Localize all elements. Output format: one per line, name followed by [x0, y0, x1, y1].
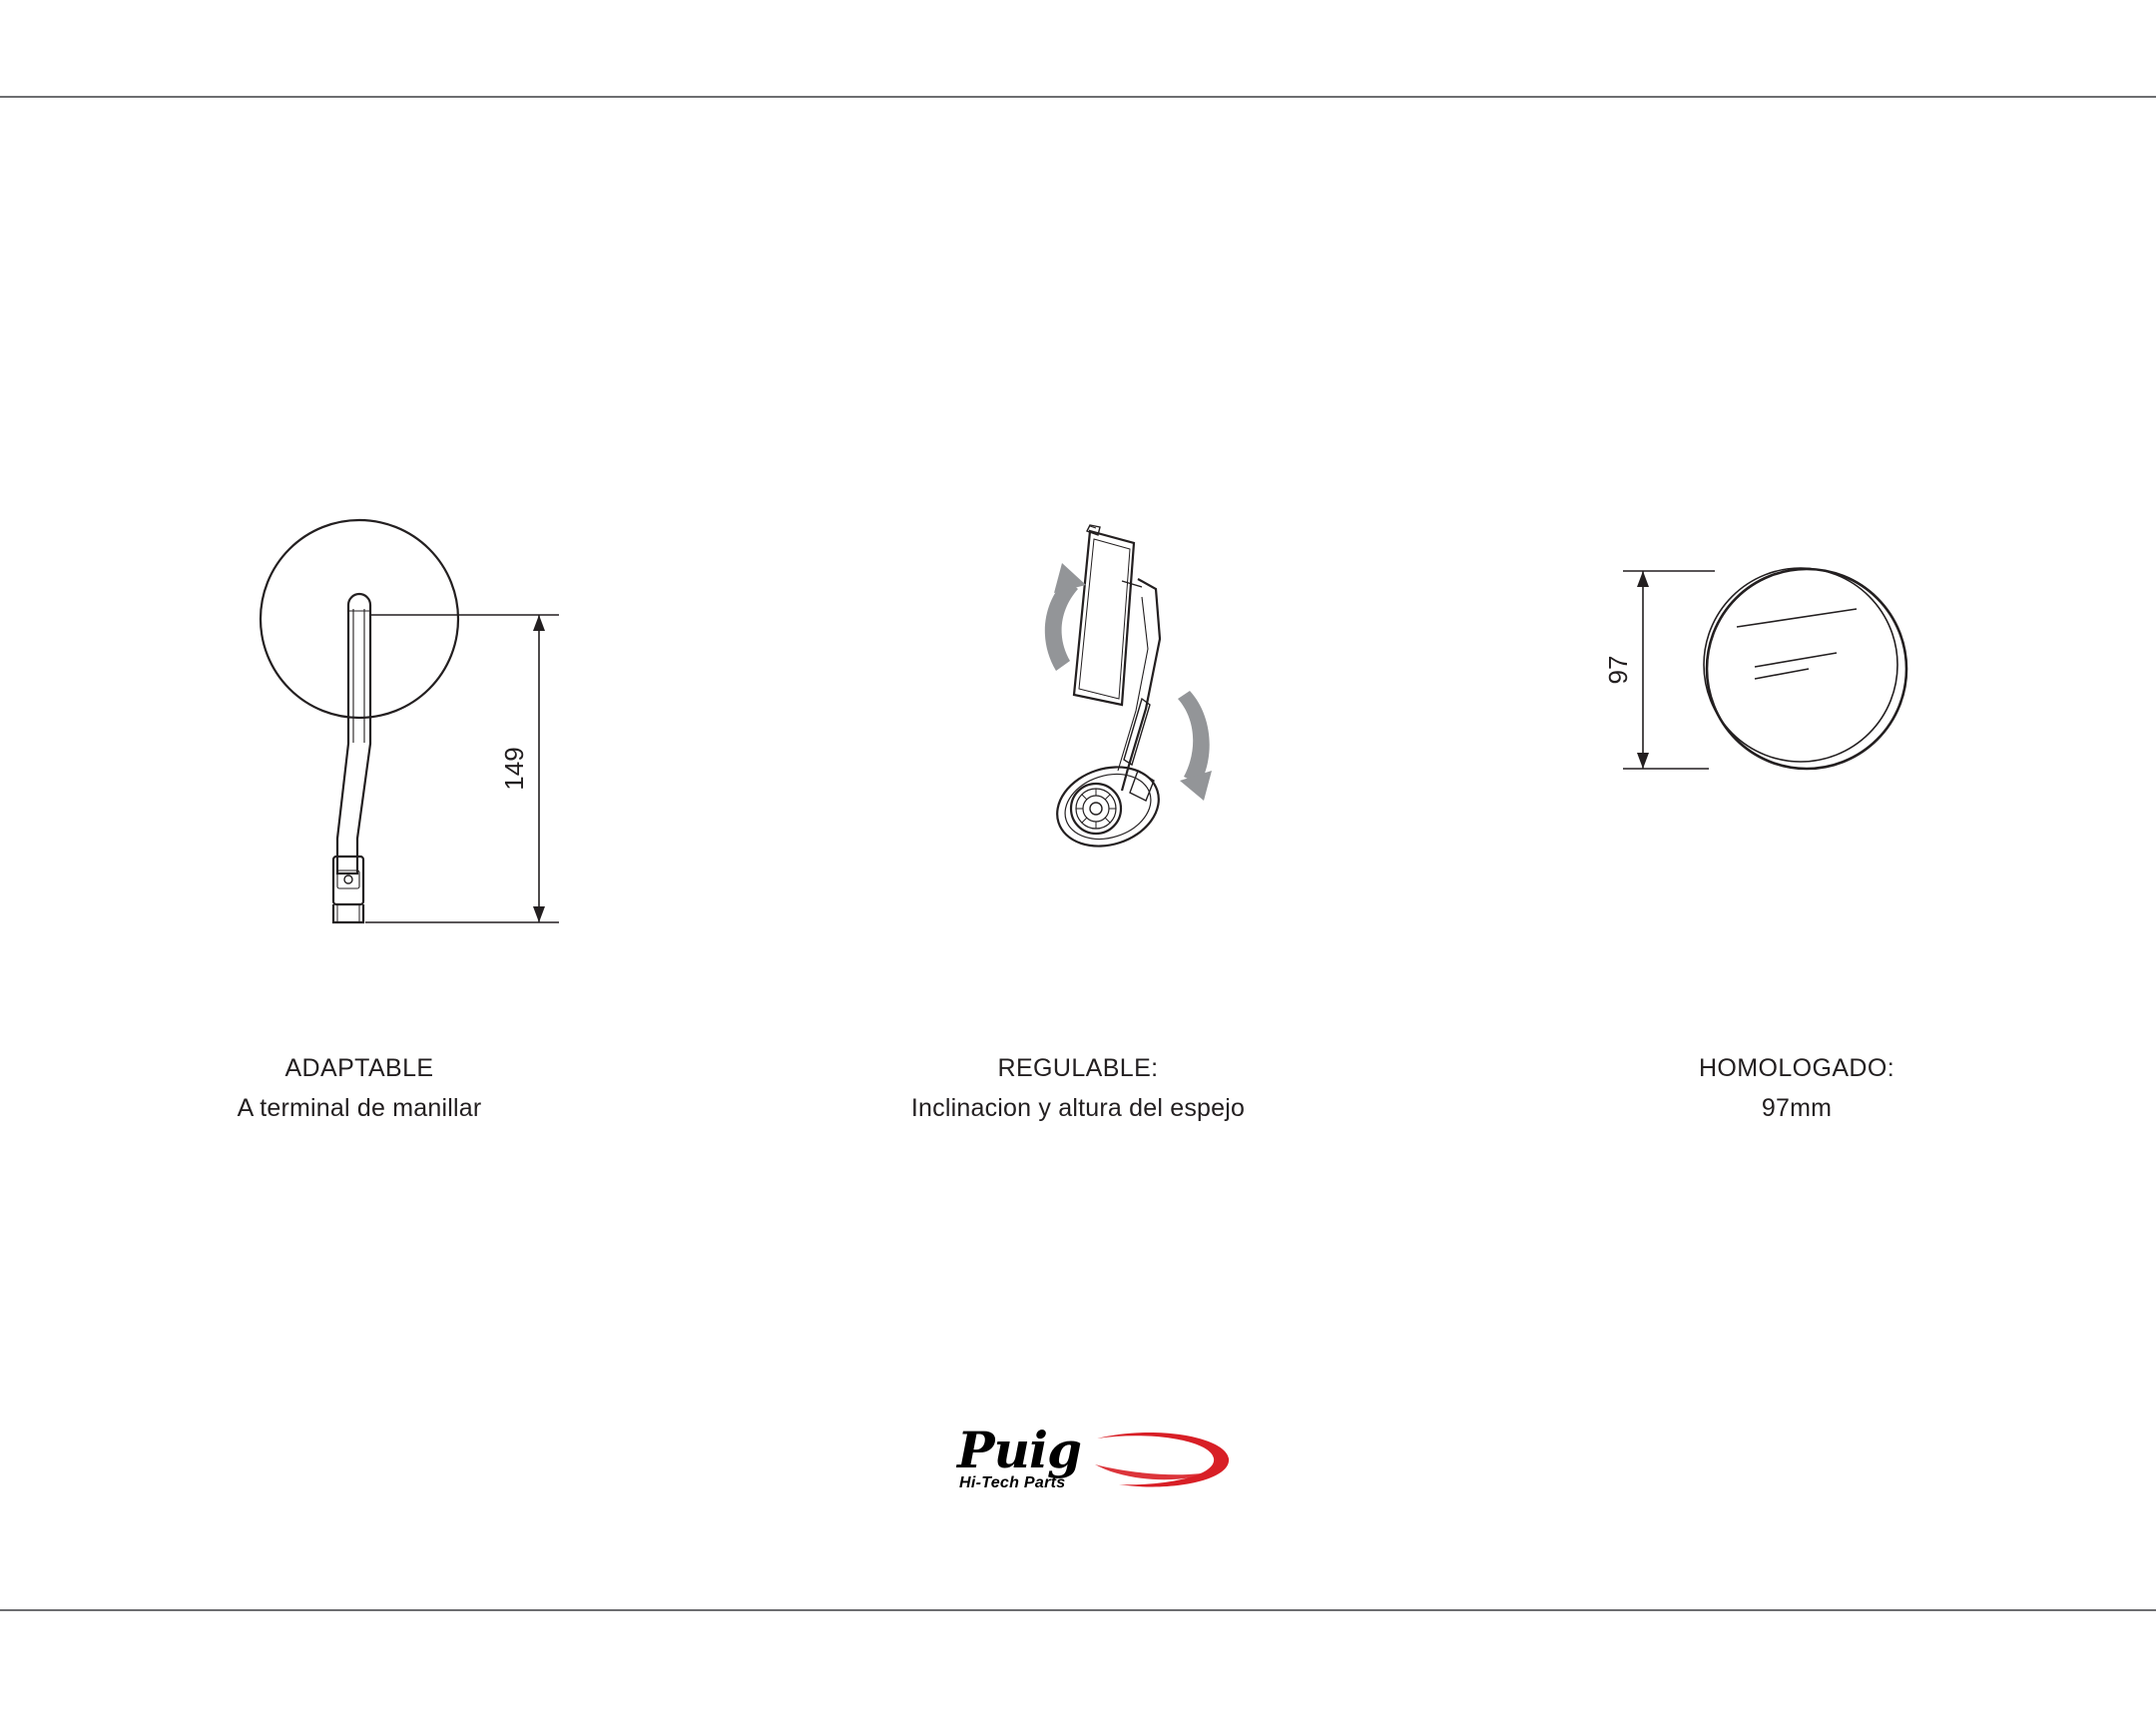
caption-sub-regulable: Inclinacion y altura del espejo [910, 1094, 1246, 1122]
caption-sub-homologado: 97mm [1761, 1094, 1833, 1122]
caption-row [0, 1048, 2156, 1128]
dimension-label-97: 97 [1603, 655, 1633, 685]
caption-title-adaptable: ADAPTABLE [284, 1054, 434, 1082]
rotation-arrow-top [1045, 563, 1086, 671]
dimension-label-149: 149 [499, 747, 529, 791]
logo-swoosh-icon [1093, 1423, 1233, 1494]
caption-regulable [719, 1048, 1437, 1128]
top-divider [0, 96, 2156, 98]
bottom-divider [0, 1609, 2156, 1611]
caption-adaptable [0, 1048, 719, 1128]
rotation-arrow-bottom [1178, 691, 1212, 801]
caption-title-regulable: REGULABLE: [997, 1054, 1159, 1082]
mirror-side-view-drawing [0, 519, 719, 998]
mirror-glass-front-view-drawing [1437, 519, 2156, 998]
caption-homologado [1437, 1048, 2156, 1128]
caption-title-homologado: HOMOLOGADO: [1698, 1054, 1895, 1082]
logo-wordmark: Puig [957, 1421, 1081, 1479]
caption-sub-adaptable: A terminal de manillar [237, 1094, 482, 1122]
mirror-adjustable-view-drawing [719, 519, 1437, 998]
brand-logo [943, 1413, 1243, 1502]
logo-tagline: Hi-Tech Parts [959, 1474, 1066, 1491]
